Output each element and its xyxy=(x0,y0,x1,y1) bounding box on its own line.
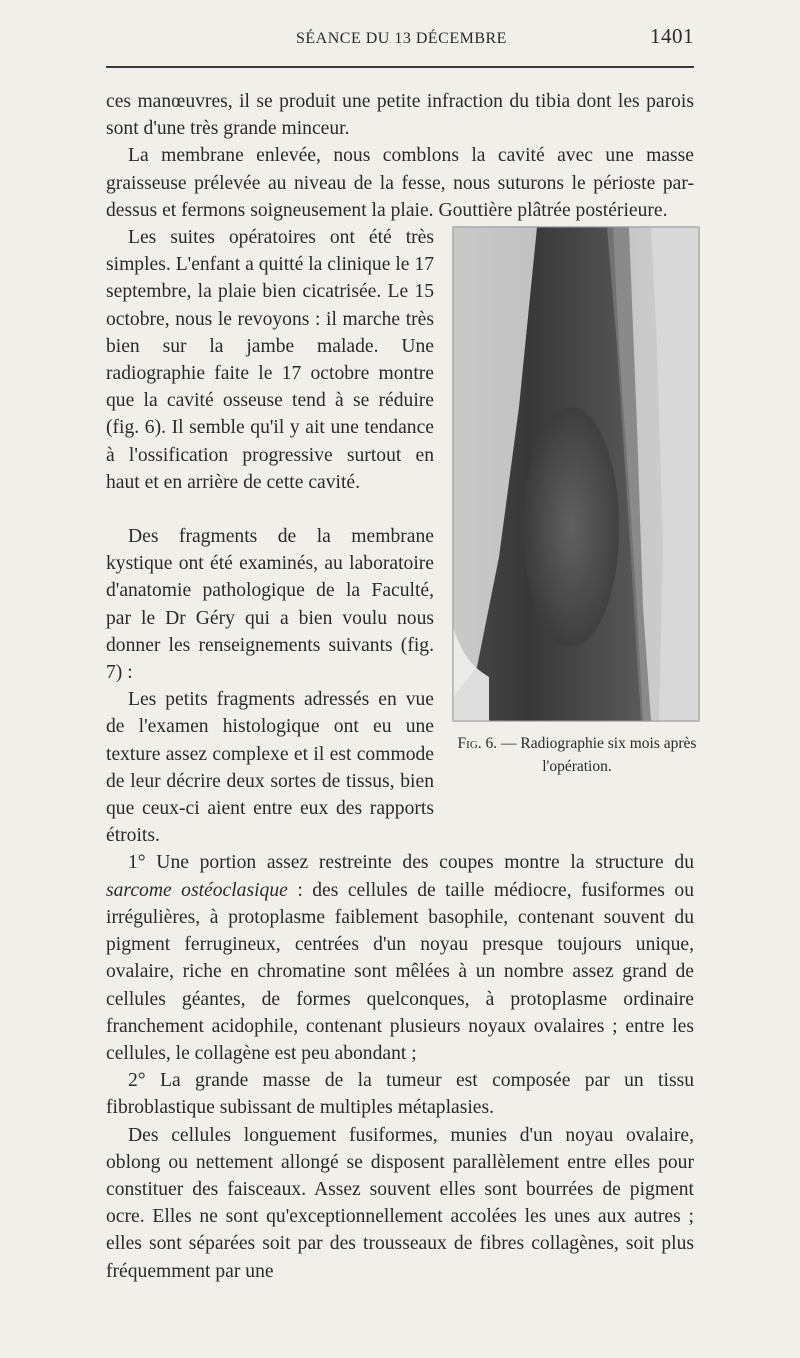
figure-caption-text: — Radiographie six mois après l'opération. xyxy=(501,735,697,776)
figure-6 xyxy=(452,226,702,810)
running-head xyxy=(106,24,694,52)
figure-caption xyxy=(442,732,712,778)
paragraph-3: Les suites opératoires ont été très simples. L'enfant a quitté la clinique le 17 septembre, la plaie bien cicatrisée. Le 15 octobre, nous le revoyons : il marche très bien sur la jambe malade. Une radiographie faite le 17 octobre montre que la cavité osseuse tend à se réduire (fig. 6). Il semble qu'il y ait une tendance à l'ossification progressive surtout en haut et en arrière de cette cavité. xyxy=(106,227,434,493)
figure-label: Fig. 6. xyxy=(457,735,498,753)
page-number: 1401 xyxy=(650,24,694,48)
paragraph-6-suffix: : des cellules de taille médiocre, fusiformes ou irrégulières, à protoplasme faiblement basophile, contenant souvent du pigment ferrugineux, centrées d'un noyau presque toujours unique, ovalaire, riche en chromatine sont mêlées à un nombre assez grand de cellules géantes, de formes quelconques, à protoplasme ordinaire franchement acidophile, contenant plusieurs noyaux ovalaires ; entre les cellules, le collagène est peu abondant ; xyxy=(106,879,694,1064)
paragraph-7: 2° La grande masse de la tumeur est composée par un tissu fibroblastique subissant de multiples métaplasies. xyxy=(106,1070,694,1119)
paragraph-2: La membrane enlevée, nous comblons la cavité avec une masse graisseuse prélevée au niveau de la fesse, nous suturons le périoste par-dessus et fermons soigneusement la plaie. Gouttière plâtrée postérieure. xyxy=(106,145,694,221)
paragraph-6-italic: sarcome ostéoclasique xyxy=(106,879,288,901)
paragraph-1: ces manœuvres, il se produit une petite infraction du tibia dont les parois sont d'une très grande minceur. xyxy=(106,91,694,140)
paragraph-6 xyxy=(106,849,694,1067)
paragraph-6-prefix: 1° Une portion assez restreinte des coupes montre la structure du xyxy=(128,852,694,874)
paragraph-4: Des fragments de la membrane kystique ont été examinés, au laboratoire d'anatomie pathologique de la Faculté, par le Dr Géry qui a bien voulu nous donner les renseignements suivants (fig. 7) : xyxy=(106,526,434,684)
radiograph-image xyxy=(452,226,700,722)
header-rule xyxy=(106,66,694,68)
paragraph-5: Les petits fragments adressés en vue de l'examen histologique ont eu une texture assez complexe et il est commode de leur décrire deux sortes de tissus, bien que ceux-ci aient entre eux des rapports étroits. xyxy=(106,689,434,847)
running-title: SÉANCE DU 13 DÉCEMBRE xyxy=(296,30,507,47)
paragraph-8: Des cellules longuement fusiformes, munies d'un noyau ovalaire, oblong ou nettement allongé se disposent parallèlement entre elles pour constituer des faisceaux. Assez souvent elles sont bourrées de pigment ocre. Elles ne sont qu'exceptionnellement accolées les unes aux autres ; elles sont séparées soit par des trousseaux de fibres collagènes, soit plus fréquemment par une xyxy=(106,1124,694,1282)
body-text xyxy=(106,88,697,1285)
